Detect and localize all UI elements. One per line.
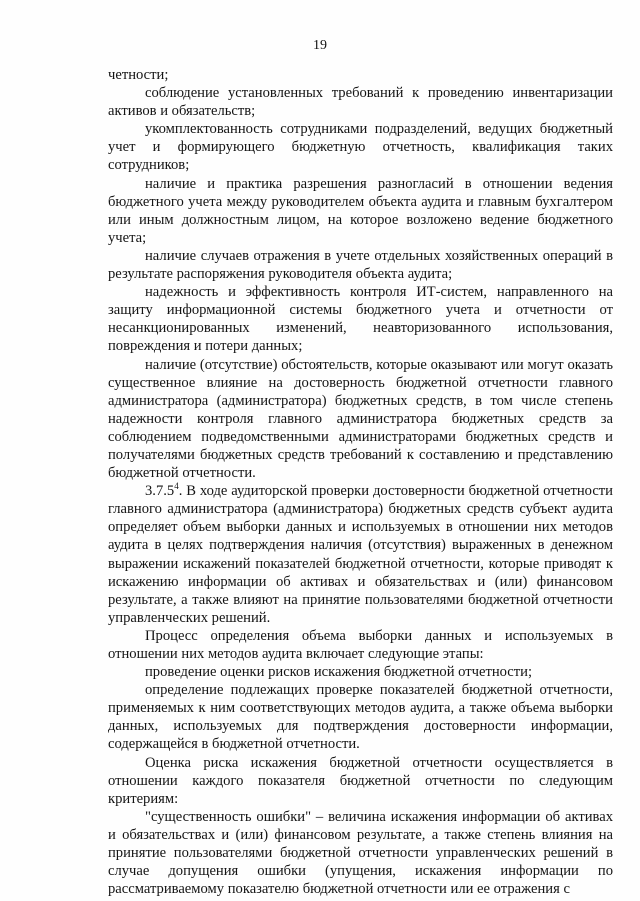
paragraph-operations: наличие случаев отражения в учете отдельных хозяйственных операций в результате распоряжения руководителя объекта аудита; [108, 247, 613, 283]
footnote-marker: 4 [174, 481, 179, 492]
paragraph-risk-criteria: Оценка риска искажения бюджетной отчетности осуществляется в отношении каждого показателя бюджетной отчетности по следующим критериям: [108, 754, 613, 807]
paragraph-indicators: определение подлежащих проверке показателей бюджетной отчетности, применяемых к ним соответствующих методов аудита, а также объема выборки данных, используемых для подтверждения достоверности информации, содержащейся в бюджетной отчетности. [108, 682, 613, 753]
paragraph-inventory: соблюдение установленных требований к проведению инвентаризации активов и обязательств; [108, 85, 613, 120]
paragraph-sampling-process: Процесс определения объема выборки данных и используемых в отношении них методов аудита включает следующие этапы: [108, 627, 613, 662]
page-number: 19 [313, 38, 327, 53]
paragraph-materiality: "существенность ошибки" – величина искажения информации об активах и обязательствах и (или) финансовом результате, а также степень влияния на принятие пользователями бюджетной отчетности управленческих решений в случае допущения ошибки (упущения, искажения информации по рассматриваемому показателю бюджетной отчетности или ее отражения с [108, 808, 613, 898]
section-text: . В ходе аудиторской проверки достоверности бюджетной отчетности главного администратора (администратора) бюджетных средств субъект аудита определяет объем выборки данных и используемых в отношении них методов аудита в целях подтверждения наличия (отсутствия) выраженных в денежном выражении искажений показателей бюджетной отчетности, которые приводят к искажению информации об активах и обязательствах и (или) финансовом результате, а также влияют на принятие пользователями бюджетной отчетности управленческих решений. [108, 483, 613, 626]
paragraph-it-control: надежность и эффективность контроля ИТ-систем, направленного на защиту информационной системы бюджетного учета и отчетности от несанкционированных изменений, неавторизованного использования, повреждения и потери данных; [108, 284, 613, 355]
document-body [108, 66, 613, 898]
paragraph-section-3-7-5 [108, 482, 613, 627]
paragraph-risk-assessment: проведение оценки рисков искажения бюджетной отчетности; [145, 664, 533, 681]
paragraph-continuation: четности; [108, 67, 169, 83]
paragraph-circumstances: наличие (отсутствие) обстоятельств, которые оказывают или могут оказать существенное влияние на достоверность бюджетной отчетности главного администратора (администратора) бюджетных средств, в том числе степень надежности контроля главного администратора бюджетных средств за соблюдением подведомственными администраторами бюджетных средств и получателями бюджетных средств требований к составлению и представлению бюджетной отчетности. [108, 356, 613, 482]
paragraph-staffing: укомплектованность сотрудниками подразделений, ведущих бюджетный учет и формирующего бюджетную отчетность, квалификация таких сотрудников; [108, 121, 613, 174]
paragraph-disagreements: наличие и практика разрешения разногласий в отношении ведения бюджетного учета между руководителем объекта аудита и главным бухгалтером или иным должностным лицом, на которое возложено ведение бюджетного учета; [108, 175, 613, 246]
section-number: 3.7.5 [145, 483, 175, 500]
